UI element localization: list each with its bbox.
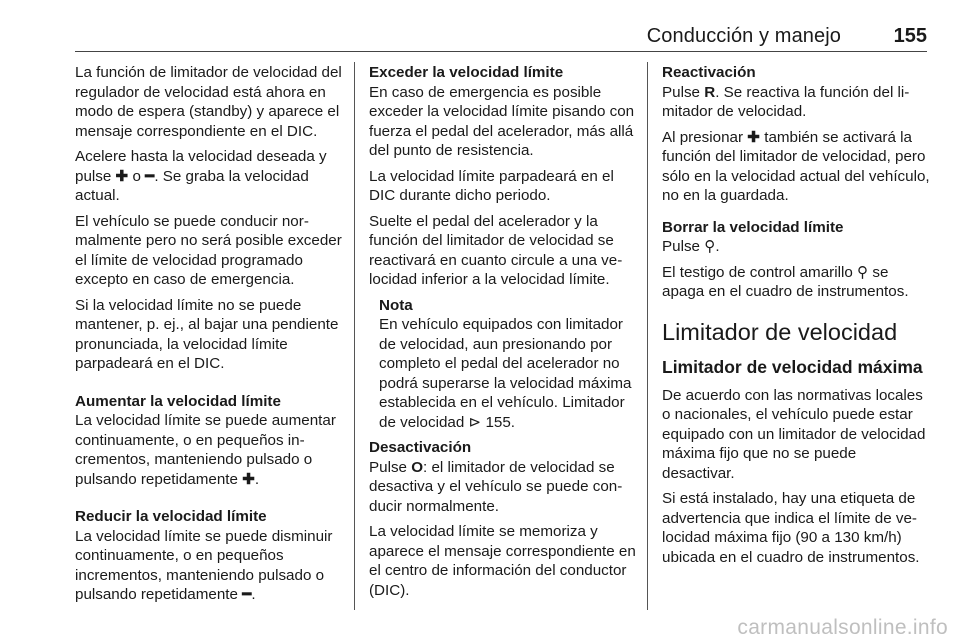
paragraph: La velocidad límite parpadeará en el DIC durante dicho periodo. <box>369 167 614 204</box>
subheading-clear: Borrar la velocidad límite <box>662 218 844 236</box>
paragraph: La velocidad límite se memoriza y aparece el mensaje correspondiente en el centro de información del conductor (DIC). <box>369 523 636 599</box>
column-divider-2 <box>647 62 648 610</box>
paragraph: Suelte el pedal del acelerador y la función del limitador de velocidad se reactivará en cuanto circule a una velocidad inferior a la velocidad límite. <box>369 212 623 288</box>
subheading-increase: Aumentar la velocidad límite <box>75 392 281 410</box>
section-title: Conducción y manejo <box>646 25 841 47</box>
minus-icon: ━ <box>145 167 155 185</box>
section-heading: Limitador de velocidad <box>662 318 898 345</box>
paragraph: Al presionar ✚ también se activará la función del limitador de velocidad, pero sólo en la velocidad actual del vehículo, no en la guardada. <box>662 128 930 204</box>
paragraph: En caso de emergencia es posible exceder la velocidad límite pisando con fuerza el pedal del acelerador, más allá del punto de resistencia. <box>369 83 635 159</box>
subsection-heading: Limitador de velocidad máxima <box>662 356 923 377</box>
paragraph: El vehículo se puede conducir normalmente pero no será posible exceder el límite de velocidad programado excepto en caso de emergencia. <box>75 212 342 288</box>
paragraph: Acelere hasta la velocidad deseada y pulse ✚ o ━. Se graba la velocidad actual. <box>75 148 327 204</box>
note-box <box>379 296 637 433</box>
column-1 <box>75 63 345 611</box>
speed-limiter-icon: ⚲ <box>857 263 869 281</box>
paragraph: La velocidad límite se puede disminuir continuamente, o en pequeños incrementos, manteniendo pulsado o pulsando repetidamente ━. <box>75 527 333 603</box>
note-title: Nota <box>379 296 413 314</box>
page-reference-arrow-icon: ⊳ <box>468 413 482 431</box>
subheading-reactivation: Reactivación <box>662 64 756 81</box>
paragraph: Pulse ⚲. <box>662 238 720 255</box>
paragraph: Si está instalado, hay una etiqueta de advertencia que indica el límite de velocidad máxima fijo (90 a 130 km/h) ubicada en el cuadro de instrumentos. <box>662 490 920 566</box>
paragraph: Pulse R. Se reactiva la función del limitador de velocidad. <box>662 83 910 120</box>
circle-button-icon: O <box>411 458 424 476</box>
header-rule <box>75 51 927 52</box>
column-divider-1 <box>354 62 355 610</box>
subheading-deactivation: Desactivación <box>369 439 472 456</box>
column-2 <box>369 63 637 606</box>
plus-icon: ✚ <box>115 167 129 185</box>
paragraph: La velocidad límite se puede aumentar continuamente, o en pequeños incrementos, manteniendo pulsado o pulsando repetidamente ✚. <box>75 412 336 488</box>
column-3 <box>662 63 930 573</box>
paragraph: La función de limitador de velocidad del regulador de velocidad está ahora en modo de espera (standby) y aparece el mensaje correspondiente en el DIC. <box>75 64 342 140</box>
watermark: carmanualsonline.info <box>737 616 948 639</box>
paragraph: El testigo de control amarillo ⚲ se apaga en el cuadro de instrumentos. <box>662 263 909 300</box>
subheading-decrease: Reducir la velocidad límite <box>75 508 267 525</box>
note-text: En vehículo equipados con limitador de velocidad, aun presionando por completo el pedal del acelerador no podrá superarse la velocidad máxima establecida en el vehículo. Limitador de velocidad ⊳ 155. <box>379 316 632 431</box>
minus-icon: ━ <box>242 586 252 603</box>
page-header <box>75 22 927 52</box>
speed-limiter-icon: ⚲ <box>704 238 716 255</box>
plus-icon: ✚ <box>747 128 760 146</box>
paragraph: Pulse O: el limitador de velocidad se desactiva y el vehículo se puede conducir normalmente. <box>369 458 623 515</box>
subheading-exceed: Exceder la velocidad límite <box>369 64 564 81</box>
plus-icon: ✚ <box>242 470 255 488</box>
reactivate-key-icon: R <box>704 83 716 101</box>
paragraph: Si la velocidad límite no se puede mantener, p. ej., al bajar una pendiente pronunciada, la velocidad límite parpadeará en el DIC. <box>75 296 339 372</box>
page-number: 155 <box>893 25 927 47</box>
paragraph: De acuerdo con las normativas locales o nacionales, el vehículo puede estar equipado con un limitador de velocidad máxima fijo que no se puede desactivar. <box>662 386 926 482</box>
